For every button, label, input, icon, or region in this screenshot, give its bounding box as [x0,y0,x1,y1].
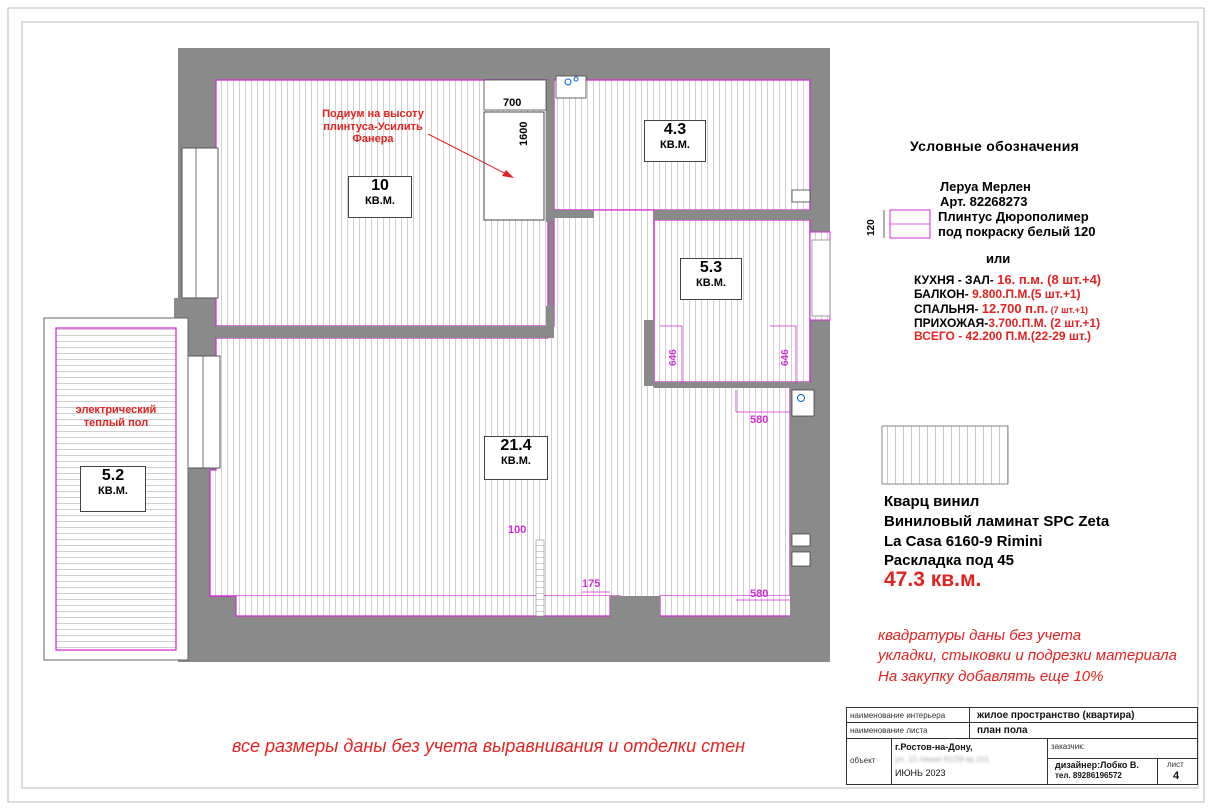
tb-divider [847,722,1197,723]
heated-floor-note [62,404,170,429]
dimension-646-right: 646 [780,349,791,366]
tb-sheet-name-value: план пола [977,725,1028,736]
room-area: 5.3 [699,259,723,276]
tb-designer: дизайнер:Лобко В. [1055,760,1139,770]
wall-right-lower [790,386,830,662]
room-unit: КВ.М. [501,455,531,467]
legend-total-label: КУХНЯ - ЗАЛ- [914,273,998,287]
legend-total-value: 12.700 п.п. [981,300,1049,316]
room-area: 10 [371,177,389,194]
dimension-1600: 1600 [518,121,530,146]
tb-address: ул. 10 линия 61/39 кв.101 [895,755,990,764]
heated-floor-line: электрический [75,404,157,416]
niche-right-1 [792,534,810,546]
legend-total-label: СПАЛЬНЯ- [914,301,982,316]
room-hall-label [484,436,548,480]
heated-floor-line: теплый пол [83,416,149,429]
tb-divider [1157,758,1158,784]
dimension-580-bottom: 580 [750,588,769,600]
threshold-marks [536,540,544,616]
wall-bath-bottom [554,210,594,218]
wall-living-bottom [216,326,548,338]
podium-note [292,108,454,146]
legend-total-row [914,288,1101,302]
tb-sheet-number: 4 [1173,770,1180,782]
legend-plinth-line: Плинтус Дюрополимер [938,208,1089,224]
tb-object-label: объект [850,756,876,765]
podium [484,112,544,220]
tb-divider [847,738,1197,739]
wall-bath-bottom-right [654,210,810,220]
room-area: 4.3 [663,121,687,138]
legend-plinth-line: Арт. 82268273 [940,193,1028,209]
window-bedroom [812,240,830,316]
dimension-175: 175 [582,578,601,590]
wall-bedroom-bottom [654,382,810,388]
podium-note-line: Подиум на высоту [322,108,424,120]
bath-fixture-top [556,76,586,98]
tb-customer-label: заказчик: [1051,742,1085,751]
legend-plinth-desc [938,180,1095,240]
niche-right-2 [792,552,810,566]
room-balcony-label [80,466,146,512]
bath-fixture-right-2 [792,390,814,416]
legend-total-value: 9.800.П.М.(5 шт.+1) [972,286,1081,301]
floor-hall-lower [236,596,792,616]
room-unit: КВ.М. [365,195,395,207]
window-left-upper [182,148,218,298]
bath-fixture-right [792,190,810,202]
legend-note-line: На закупку добавлять еще 10% [878,667,1104,685]
legend-notes [878,626,1177,687]
footer-note: все размеры даны без учета выравнивания и отделки стен [232,736,746,756]
room-bedroom-label [680,258,742,300]
legend-note-line: укладки, стыковки и подрезки материала [878,647,1177,665]
wall-bottom-col [610,596,660,616]
dimension-700: 700 [503,97,522,109]
room-unit: КВ.М. [660,139,690,151]
room-living-label [348,176,412,218]
dimension-580-top: 580 [750,414,769,426]
tb-divider [1047,738,1048,784]
legend-floor-line: Кварц винил [884,493,980,510]
tb-sheet-name-label: наименование листа [850,726,928,735]
wall-bedroom-left [644,320,654,386]
tb-divider [891,738,892,784]
title-block [846,707,1198,785]
tb-interior-label: наименование интерьера [850,711,946,720]
legend-floor-area: 47.3 кв.м. [884,568,982,591]
room-unit: КВ.М. [696,277,726,289]
legend-floor-swatch [882,426,1008,484]
room-bath-label [644,120,706,162]
legend-floor-line: Виниловый ламинат SPC Zeta [884,512,1110,530]
room-unit: КВ.М. [98,485,128,497]
legend-total-row [914,302,1101,317]
legend-note-line: квадратуры даны без учета [878,627,1082,644]
room-area: 5.2 [101,467,125,484]
legend-plinth-line: Леруа Мерлен [940,179,1031,194]
podium-note-line: плинтуса-Усилить [323,120,423,133]
tb-divider [1047,758,1197,759]
room-area: 21.4 [500,437,532,454]
legend-title: Условные обозначения [910,138,1080,154]
legend-floor-desc [884,492,1109,571]
legend-total-row [914,273,1101,288]
dimension-646-left: 646 [668,349,679,366]
legend-floor-line: Раскладка под 45 [884,552,1014,570]
legend-total-value: 3.700.П.М. (2 шт.+1) [988,315,1101,330]
legend-total-sum: ВСЕГО - 42.200 П.М.(22-29 шт.) [914,329,1092,344]
tb-interior-value: жилое пространство (квартира) [977,710,1135,721]
legend-totals [914,273,1101,344]
legend-plinth-height: 120 [866,219,877,236]
tb-phone: тел. 89286196572 [1055,771,1122,780]
tb-city: г.Ростов-на-Дону, [895,742,973,752]
tb-sheet-label: лист [1167,760,1184,769]
legend-total-small: (7 шт.+1) [1048,304,1088,315]
dimension-100: 100 [508,524,527,536]
podium-note-line: Фанера [352,133,394,146]
tb-divider [969,708,970,738]
legend-floor-line: La Casa 6160-9 Rimini [884,532,1043,550]
legend-total-label: БАЛКОН- [914,286,973,301]
legend-total-value: 16. п.м. (8 шт.+4) [997,272,1102,287]
wall-bath-left [546,80,554,222]
legend-plinth-line: под покраску белый 120 [938,223,1096,239]
legend-total-label: ПРИХОЖАЯ- [914,315,989,330]
legend-or: или [986,251,1011,266]
legend-total-row [914,317,1101,331]
tb-date: ИЮНЬ 2023 [895,768,946,778]
